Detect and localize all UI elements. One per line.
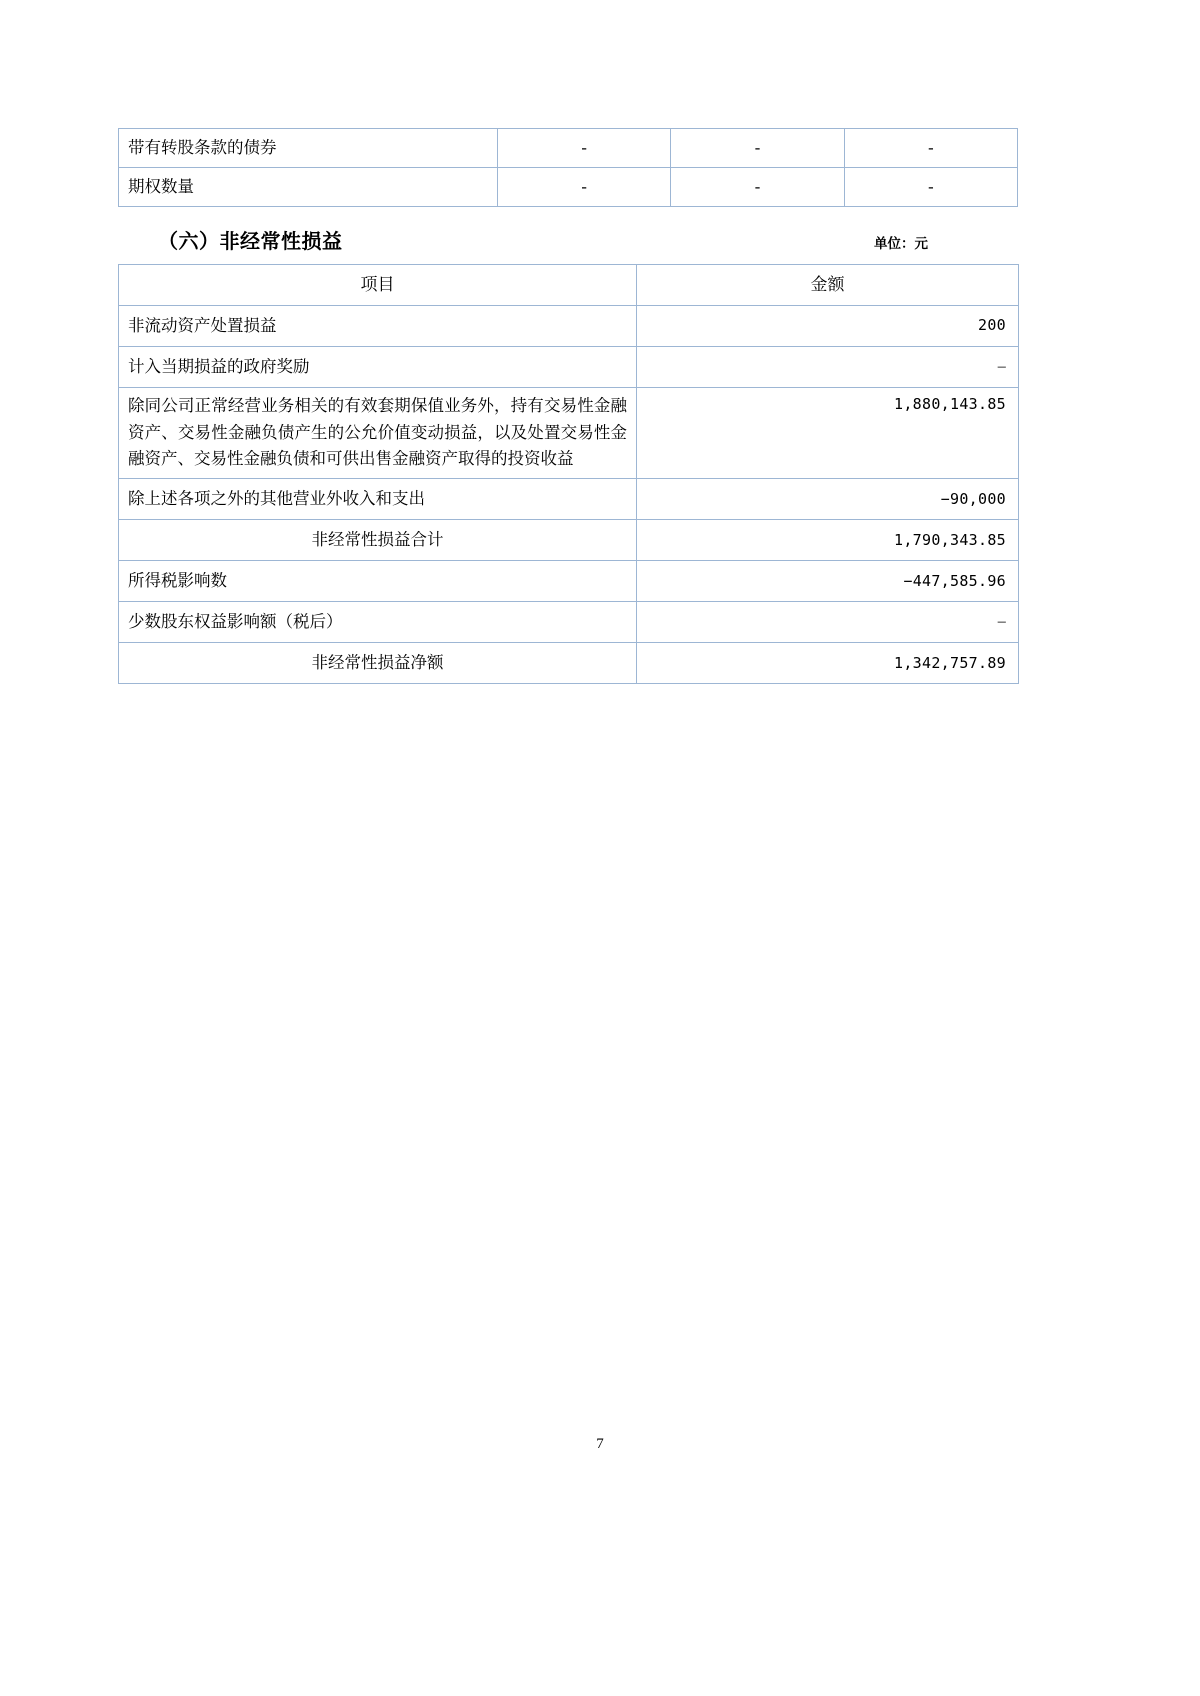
row-item-label: 非经常性损益合计 <box>119 520 637 561</box>
row-amount: – <box>637 602 1019 643</box>
page-content <box>118 128 1018 684</box>
row-item-label: 少数股东权益影响额（税后） <box>119 602 637 643</box>
row-amount: 200 <box>637 306 1019 347</box>
row-value-3: - <box>844 129 1017 168</box>
row-amount: 1,880,143.85 <box>637 388 1019 479</box>
row-amount: 1,790,343.85 <box>637 520 1019 561</box>
table-row <box>119 129 1018 168</box>
row-amount: −90,000 <box>637 479 1019 520</box>
row-item-label: 非经常性损益净额 <box>119 643 637 684</box>
column-header-item: 项目 <box>119 265 637 306</box>
table-row <box>119 168 1018 207</box>
table-row <box>119 602 1019 643</box>
table-header-row <box>119 265 1019 306</box>
table-row <box>119 388 1019 479</box>
row-item-label: 所得税影响数 <box>119 561 637 602</box>
row-value-2: - <box>671 168 844 207</box>
non-recurring-profit-loss-table <box>118 264 1019 684</box>
row-value-2: - <box>671 129 844 168</box>
convertible-bond-table <box>118 128 1018 207</box>
unit-note: 单位：元 <box>874 236 928 252</box>
row-item-label: 非流动资产处置损益 <box>119 306 637 347</box>
row-item-label: 计入当期损益的政府奖励 <box>119 347 637 388</box>
row-value-3: - <box>844 168 1017 207</box>
table-row <box>119 347 1019 388</box>
row-label: 期权数量 <box>119 168 498 207</box>
row-item-label: 除同公司正常经营业务相关的有效套期保值业务外，持有交易性金融资产、交易性金融负债产生的公允价值变动损益，以及处置交易性金融资产、交易性金融负债和可供出售金融资产取得的投资收益 <box>119 388 637 479</box>
column-header-amount: 金额 <box>637 265 1019 306</box>
section-title: （六）非经常性损益 <box>158 229 343 253</box>
row-label: 带有转股条款的债券 <box>119 129 498 168</box>
row-amount: – <box>637 347 1019 388</box>
section-header <box>118 225 1018 254</box>
table-row <box>119 479 1019 520</box>
row-amount: 1,342,757.89 <box>637 643 1019 684</box>
row-amount: −447,585.96 <box>637 561 1019 602</box>
table-row-net-total <box>119 643 1019 684</box>
table-row <box>119 561 1019 602</box>
table-row-total <box>119 520 1019 561</box>
row-item-label: 除上述各项之外的其他营业外收入和支出 <box>119 479 637 520</box>
page-number: 7 <box>596 1436 604 1452</box>
table-row <box>119 306 1019 347</box>
row-value-1: - <box>498 168 671 207</box>
row-value-1: - <box>498 129 671 168</box>
